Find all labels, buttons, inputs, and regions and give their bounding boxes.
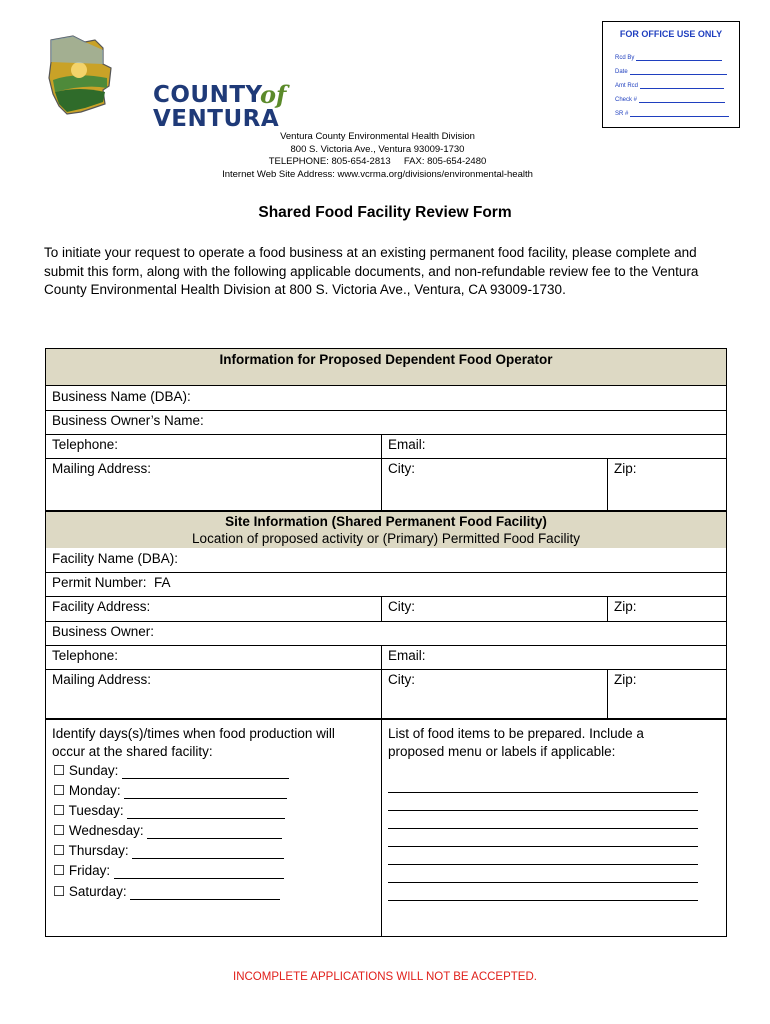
- form-title: Shared Food Facility Review Form: [258, 204, 512, 221]
- facility-zip-field[interactable]: Zip:: [614, 599, 637, 614]
- food-item-line[interactable]: [388, 792, 698, 793]
- day-row-sunday: [53, 763, 289, 779]
- food-items-prompt-line1: List of food items to be prepared. Include a: [388, 726, 644, 741]
- day-row-thursday: [53, 843, 284, 859]
- day-row-wednesday: [53, 823, 282, 839]
- day-time-blank[interactable]: [114, 864, 284, 879]
- facility-name-field[interactable]: Facility Name (DBA):: [52, 551, 179, 566]
- day-time-blank[interactable]: [127, 804, 285, 819]
- schedule-prompt-line2: occur at the shared facility:: [52, 744, 213, 759]
- county-map-emblem-icon: [45, 34, 115, 124]
- day-row-tuesday: [53, 803, 285, 819]
- day-row-friday: [53, 863, 284, 879]
- facility-telephone-field[interactable]: Telephone:: [52, 648, 119, 663]
- operator-mailing-address-field[interactable]: Mailing Address:: [52, 461, 152, 476]
- food-item-line[interactable]: [388, 810, 698, 811]
- facility-email-field[interactable]: Email:: [388, 648, 426, 663]
- logo-ventura-text: VENTURA: [153, 106, 280, 132]
- operator-section-table: [45, 348, 727, 511]
- facility-business-owner-field[interactable]: Business Owner:: [52, 624, 155, 639]
- day-label: Friday:: [68, 863, 111, 878]
- county-logo: [45, 34, 287, 132]
- operator-section-heading: Information for Proposed Dependent Food Operator: [219, 352, 553, 367]
- food-items-prompt-line2: proposed menu or labels if applicable:: [388, 744, 616, 759]
- division-name: Ventura County Environmental Health Division: [280, 131, 475, 142]
- division-phone: TELEPHONE: 805-654-2813 FAX: 805-654-2480: [268, 156, 487, 167]
- office-field-date: Date: [615, 68, 729, 75]
- day-label: Saturday:: [68, 884, 127, 899]
- facility-mailing-city-field[interactable]: City:: [388, 672, 415, 687]
- day-label: Sunday:: [68, 763, 119, 778]
- checkbox-icon[interactable]: ☐: [53, 823, 66, 838]
- checkbox-icon[interactable]: ☐: [53, 863, 66, 878]
- office-field-check: Check #: [615, 96, 729, 103]
- checkbox-icon[interactable]: ☐: [53, 783, 66, 798]
- intro-paragraph: To initiate your request to operate a food business at an existing permanent food facility, please complete and submit this form, along with the following applicable documents, and non-refundable review fee to the Ventura County Environmental Health Division at 800 S. Victoria Ave., Ventura, CA 93009-1730.: [44, 245, 699, 297]
- checkbox-icon[interactable]: ☐: [53, 843, 66, 858]
- business-owner-name-field[interactable]: Business Owner’s Name:: [52, 413, 204, 428]
- operator-email-field[interactable]: Email:: [388, 437, 426, 452]
- schedule-prompt-line1: Identify days(s)/times when food production will: [52, 726, 335, 741]
- site-section-heading: Site Information (Shared Permanent Food Facility): [225, 514, 547, 529]
- logo-county-text: COUNTY: [153, 82, 263, 108]
- day-label: Monday:: [68, 783, 121, 798]
- day-label: Thursday:: [68, 843, 129, 858]
- office-use-title: FOR OFFICE USE ONLY: [619, 29, 723, 39]
- division-address: 800 S. Victoria Ave., Ventura 93009-1730: [290, 143, 465, 155]
- site-section-subheading: Location of proposed activity or (Primary) Permitted Food Facility: [192, 531, 580, 546]
- day-label: Wednesday:: [68, 823, 144, 838]
- food-item-line[interactable]: [388, 864, 698, 865]
- operator-telephone-field[interactable]: Telephone:: [52, 437, 119, 452]
- day-time-blank[interactable]: [147, 824, 282, 839]
- food-item-line[interactable]: [388, 828, 698, 829]
- day-label: Tuesday:: [68, 803, 124, 818]
- office-use-box: [602, 21, 740, 128]
- day-time-blank[interactable]: [122, 764, 289, 779]
- day-time-blank[interactable]: [132, 844, 284, 859]
- facility-mailing-address-field[interactable]: Mailing Address:: [52, 672, 152, 687]
- food-item-line[interactable]: [388, 900, 698, 901]
- day-time-blank[interactable]: [124, 784, 287, 799]
- facility-address-field[interactable]: Facility Address:: [52, 599, 151, 614]
- division-address-block: [0, 131, 770, 181]
- checkbox-icon[interactable]: ☐: [53, 763, 66, 778]
- office-field-amt-rcd: Amt Rcd: [615, 82, 729, 89]
- logo-wordmark: [153, 80, 287, 132]
- day-row-saturday: [53, 884, 280, 900]
- office-field-rcd-by: Rcd By: [615, 54, 729, 61]
- logo-of-text: of: [260, 80, 287, 109]
- operator-city-field[interactable]: City:: [388, 461, 415, 476]
- checkbox-icon[interactable]: ☐: [53, 884, 66, 899]
- permit-number-field[interactable]: Permit Number: FA: [52, 575, 171, 590]
- facility-city-field[interactable]: City:: [388, 599, 415, 614]
- operator-zip-field[interactable]: Zip:: [614, 461, 637, 476]
- food-item-line[interactable]: [388, 882, 698, 883]
- division-website: Internet Web Site Address: www.vcrma.org/divisions/environmental-health: [222, 168, 533, 180]
- facility-mailing-zip-field[interactable]: Zip:: [614, 672, 637, 687]
- day-time-blank[interactable]: [130, 885, 280, 900]
- business-name-field[interactable]: Business Name (DBA):: [52, 389, 191, 404]
- day-row-monday: [53, 783, 287, 799]
- office-field-sr: SR #: [615, 110, 729, 117]
- checkbox-icon[interactable]: ☐: [53, 803, 66, 818]
- incomplete-applications-warning: INCOMPLETE APPLICATIONS WILL NOT BE ACCEPTED.: [233, 971, 537, 983]
- food-item-line[interactable]: [388, 846, 698, 847]
